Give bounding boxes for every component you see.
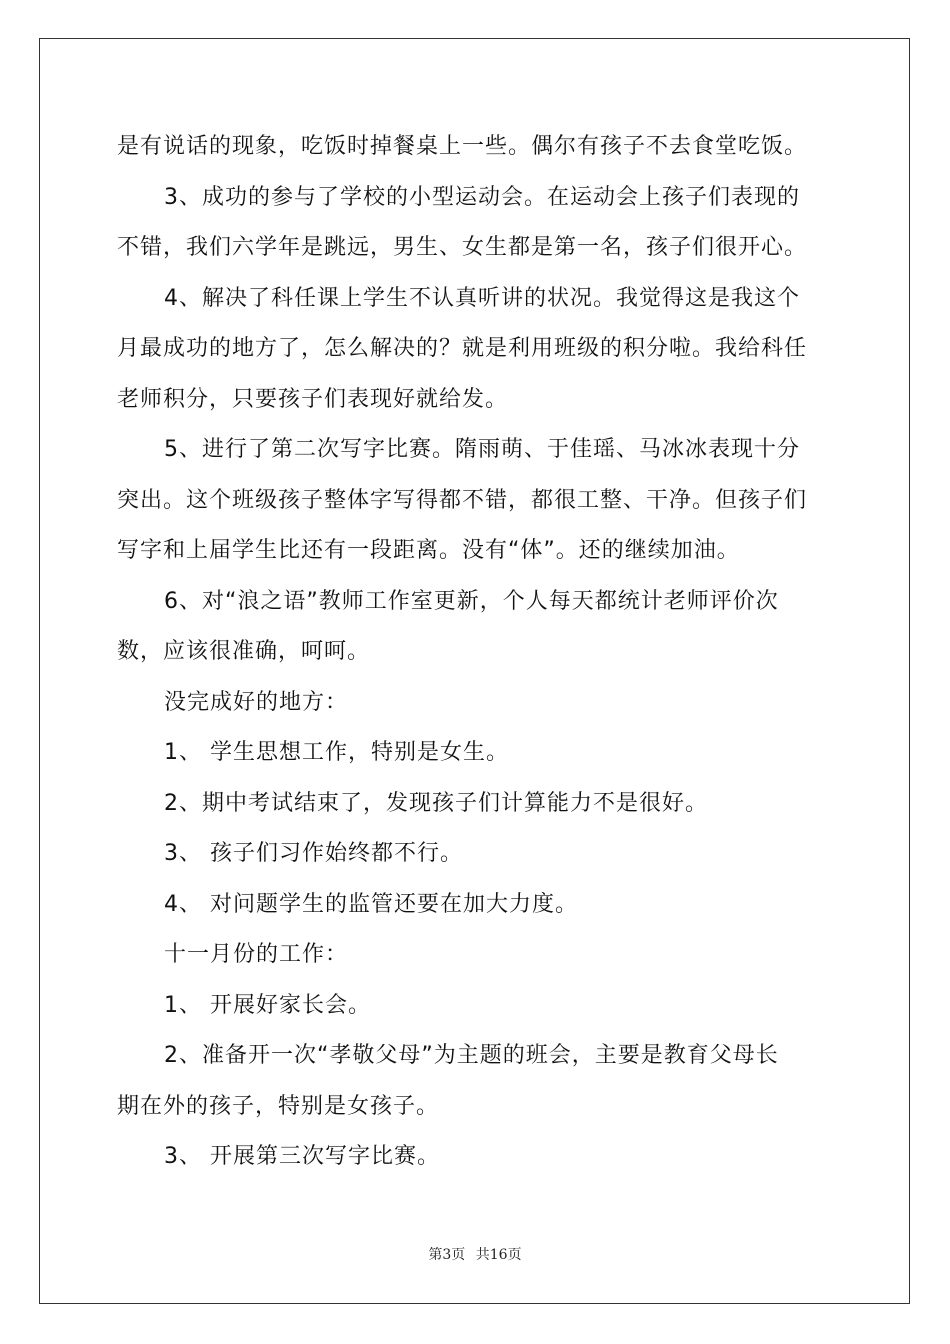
- paragraph: [117, 274, 833, 426]
- text-line: 2、期中考试结束了，发现孩子们计算能力不是很好。: [164, 790, 708, 816]
- paragraph: [117, 880, 833, 931]
- page-total: 共16页: [475, 1247, 522, 1263]
- text-line: 数，应该很准确，呵呵。: [117, 639, 371, 664]
- paragraph: [117, 981, 833, 1032]
- text-line: 没完成好的地方：: [164, 689, 349, 715]
- text-line: 不错，我们六学年是跳远，男生、女生都是第一名，孩子们很开心。: [117, 235, 808, 260]
- text-line: 6、对“浪之语”教师工作室更新，个人每天都统计老师评价次: [164, 588, 779, 614]
- page-footer: [0, 1244, 950, 1264]
- paragraph: [117, 173, 833, 274]
- text-line: 月最成功的地方了，怎么解决的？就是利用班级的积分啦。我给科任: [117, 336, 808, 361]
- text-line: 1、 学生思想工作，特别是女生。: [164, 740, 509, 765]
- text-line: 3、 孩子们习作始终都不行。: [164, 841, 463, 866]
- text-line: 期在外的孩子，特别是女孩子。: [117, 1093, 440, 1119]
- text-line: 3、 开展第三次写字比赛。: [164, 1144, 440, 1169]
- text-line: 老师积分，只要孩子们表现好就给发。: [117, 386, 509, 412]
- paragraph: [117, 829, 833, 880]
- text-line: 4、 对问题学生的监管还要在加大力度。: [164, 891, 578, 917]
- paragraph: [117, 728, 833, 779]
- paragraph: [117, 779, 833, 830]
- text-line: 突出。这个班级孩子整体字写得都不错，都很工整、干净。但孩子们: [117, 487, 808, 513]
- paragraph: [117, 1132, 833, 1183]
- text-line: 5、进行了第二次写字比赛。隋雨萌、于佳瑶、马冰冰表现十分: [164, 437, 800, 462]
- paragraph: [117, 1031, 833, 1132]
- paragraph: [117, 678, 833, 729]
- text-line: 是有说话的现象，吃饭时掉餐桌上一些。偶尔有孩子不去食堂吃饭。: [117, 134, 808, 159]
- text-line: 1、 开展好家长会。: [164, 992, 371, 1018]
- page-number: 第3页: [428, 1247, 466, 1263]
- text-line: 十一月份的工作：: [164, 942, 349, 967]
- paragraph: [117, 122, 833, 173]
- text-line: 3、成功的参与了学校的小型运动会。在运动会上孩子们表现的: [164, 184, 800, 210]
- document-body: [117, 122, 833, 1183]
- paragraph: [117, 930, 833, 981]
- text-line: 4、解决了科任课上学生不认真听讲的状况。我觉得这是我这个: [164, 285, 800, 311]
- text-line: 2、准备开一次“孝敬父母”为主题的班会，主要是教育父母长: [164, 1043, 779, 1068]
- paragraph: [117, 577, 833, 678]
- paragraph: [117, 425, 833, 577]
- text-line: 写字和上届学生比还有一段距离。没有“体”。还的继续加油。: [117, 538, 740, 563]
